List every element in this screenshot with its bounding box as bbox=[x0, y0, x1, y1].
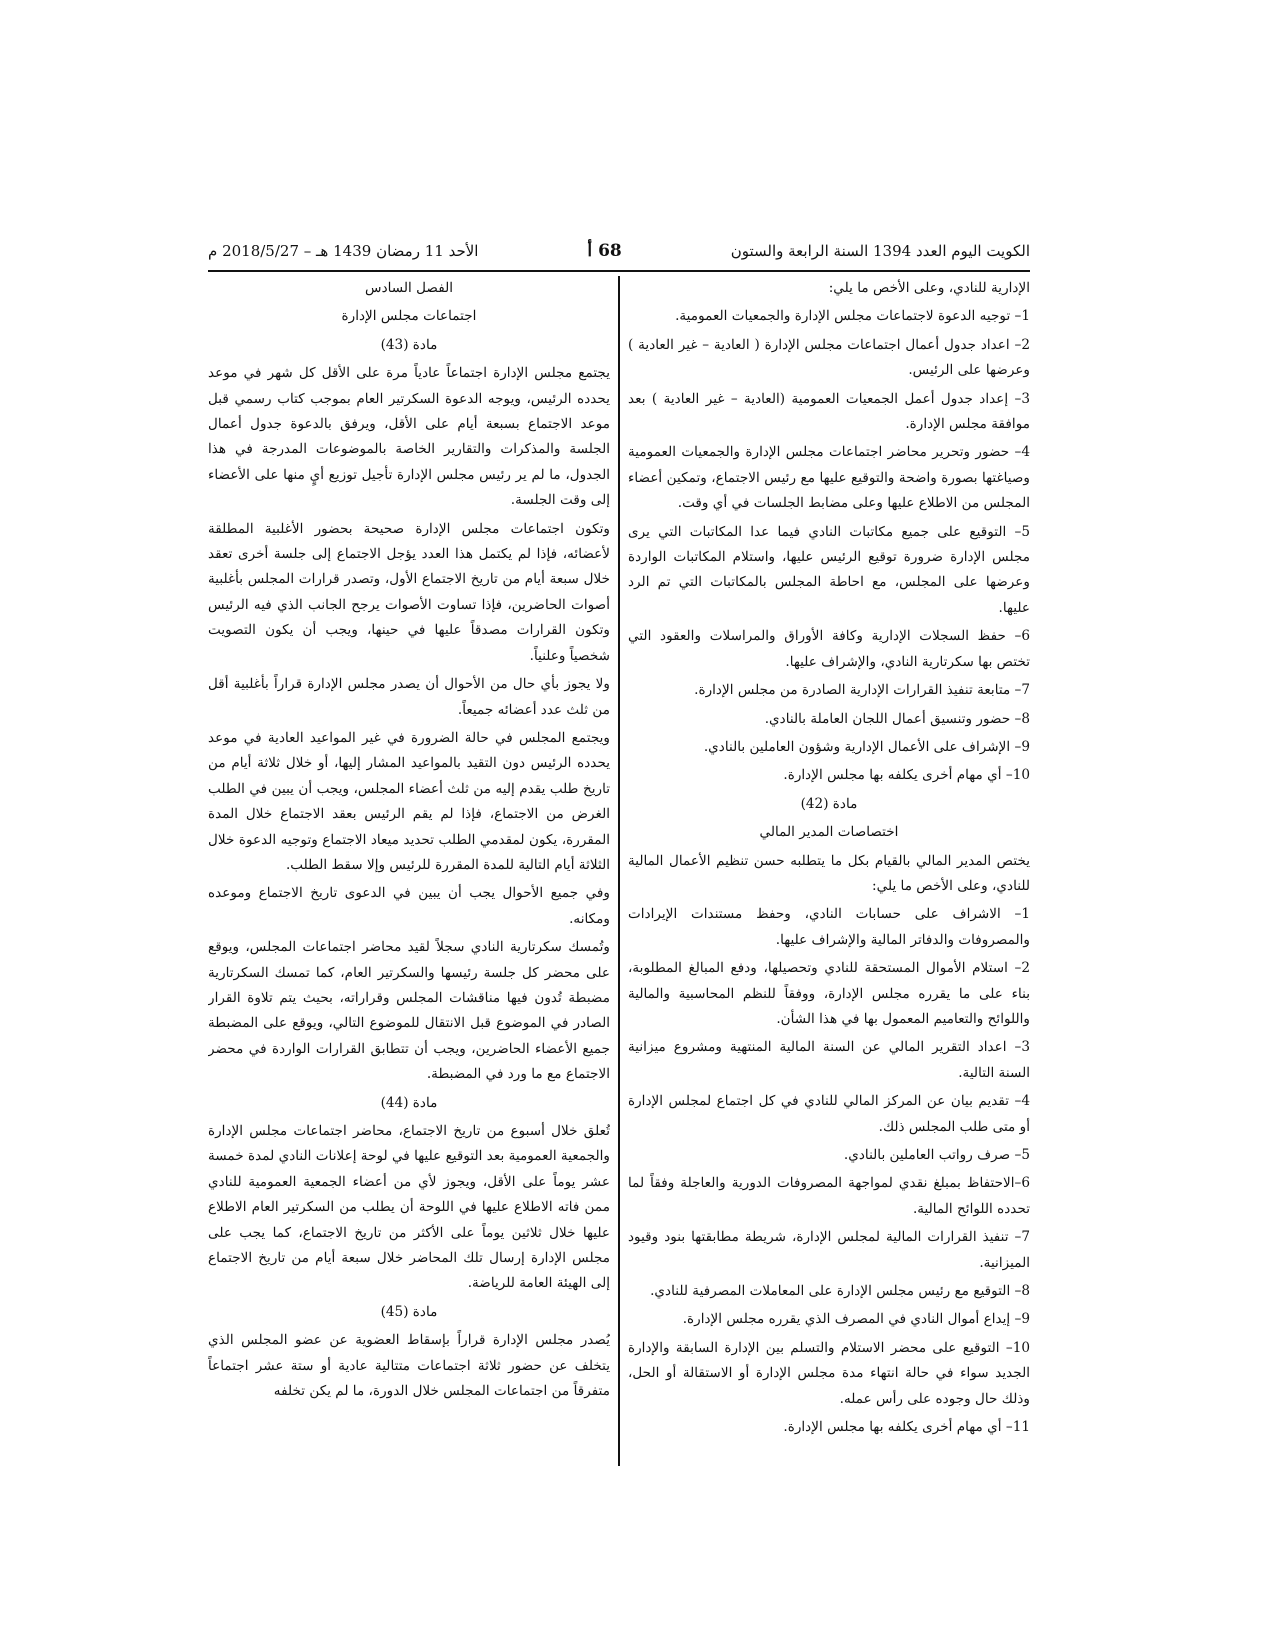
chapter-heading: الفصل السادس bbox=[364, 280, 454, 296]
column-divider bbox=[618, 276, 620, 1466]
list-item: 4– تقديم بيان عن المركز المالي للنادي في كل اجتماع لمجلس الإدارة أو متى طلب المجلس ذلك. bbox=[628, 1093, 1030, 1135]
list-item: 2– اعداد جدول أعمال اجتماعات مجلس الإدارة ( العادية – غير العادية ) وعرضها على الرئيس. bbox=[628, 336, 1030, 379]
list-item: 9– الإشراف على الأعمال الإدارية وشؤون العاملين بالنادي. bbox=[703, 738, 1030, 755]
paragraph: يُصدر مجلس الإدارة قراراً بإسقاط العضوية عن عضو المجلس الذي يتخلف عن حضور ثلاثة اجتماعات متتالية عادية أو ستة عشر اجتماعاً متفرقاً من اجتماعات المجلس خلال الدورة، ما لم يكن تخلفه bbox=[208, 1332, 610, 1400]
paragraph: يجتمع مجلس الإدارة اجتماعاً عادياً مرة على الأقل كل شهر في موعد يحدده الرئيس، ويوجه الدعوة السكرتير العام بموجب كتاب رسمي قبل موعد الاجتماع بسبعة أيام على الأقل، ويرفق بالدعوة جدول أعمال الجلسة والمذكرات والتقارير الخاصة بالموضوعات المدرجة في هذا الجدول، ما لم ير رئيس مجلس الإدارة تأجيل توزيع أيٍ منها على الأعضاء إلى وقت الجلسة. bbox=[208, 365, 610, 509]
list-item: 4– حضور وتحرير محاضر اجتماعات مجلس الإدارة والجمعيات العمومية وصياغتها بصورة واضحة والتوقيع عليها مع رئيس الاجتماع، وتمكين أعضاء المجلس من الاطلاع عليها وعلى مضابط الجلسات في أي وقت. bbox=[628, 444, 1030, 512]
article-43-heading: مادة (43) bbox=[380, 336, 438, 353]
list-item: 8– التوقيع مع رئيس مجلس الإدارة على المعاملات المصرفية للنادي. bbox=[650, 1283, 1030, 1300]
article-42-title: اختصاصات المدير المالي bbox=[759, 824, 899, 841]
list-item: 8– حضور وتنسيق أعمال اللجان العاملة بالنادي. bbox=[764, 710, 1030, 727]
list-item: 10– التوقيع على محضر الاستلام والتسلم بين الإدارة السابقة والإدارة الجديد سواء في حالة انتهاء مدة مجلس الإدارة أو الاستقالة أو الحل، وذلك حال وجوده على رأس عمله. bbox=[628, 1339, 1030, 1407]
right-intro: الإدارية للنادي، وعلى الأخص ما يلي: bbox=[828, 280, 1030, 296]
article-42-heading: مادة (42) bbox=[800, 795, 858, 812]
header-publication: الكويت اليوم العدد 1394 السنة الرابعة والستون bbox=[730, 242, 1030, 260]
list-item: 9– إيداع أموال النادي في المصرف الذي يقرره مجلس الإدارة. bbox=[682, 1311, 1030, 1328]
right-column bbox=[628, 276, 1030, 1471]
list-item: 3– اعداد التقرير المالي عن السنة المالية المنتهية ومشروع ميزانية السنة التالية. bbox=[628, 1039, 1030, 1081]
list-item: 1– توجيه الدعوة لاجتماعات مجلس الإدارة والجمعيات العمومية. bbox=[675, 308, 1030, 325]
list-item: 5– التوقيع على جميع مكاتبات النادي فيما عدا المكاتبات التي يرى مجلس الإدارة ضرورة توقيع الرئيس عليها، واستلام المكاتبات الواردة وعرضها على المجلس، مع احاطة المجلس بالمكاتبات التي تم الرد عليها. bbox=[628, 523, 1030, 616]
list-item: 6– حفظ السجلات الإدارية وكافة الأوراق والمراسلات والعقود التي تختص بها سكرتارية النادي، والإشراف عليها. bbox=[628, 628, 1030, 670]
paragraph: وتكون اجتماعات مجلس الإدارة صحيحة بحضور الأغلبية المطلقة لأعضائه، فإذا لم يكتمل هذا العدد يؤجل الاجتماع إلى جلسة أخرى تعقد خلال سبعة أيام من تاريخ الاجتماع الأول، وتصدر قرارات المجلس بأغلبية أصوات الحاضرين، فإذا تساوت الأصوات يرجح الجانب الذي فيه الرئيس وتكون القرارات مصدقاً عليها في حينها، ويجب أن يكون التصويت شخصياً وعلنياً. bbox=[208, 520, 610, 664]
article-42-intro: يختص المدير المالي بالقيام بكل ما يتطلبه حسن تنظيم الأعمال المالية للنادي، وعلى الأخص ما يلي: bbox=[628, 852, 1030, 894]
paragraph: ويجتمع المجلس في حالة الضرورة في غير المواعيد العادية في موعد يحدده الرئيس دون التقيد بالمواعيد المشار إليها، أو خلال ثلاثة أيام من تاريخ طلب يقدم إليه من ثلث أعضاء المجلس، ويجب أن يبين في الطلب الغرض من الاجتماع، فإذا لم يقم الرئيس بعقد الاجتماع خلال المدة المقررة، يكون لمقدمي الطلب تحديد ميعاد الاجتماع وتوجيه الدعوة خلال الثلاثة أيام التالية للمدة المقررة للرئيس وإلا سقط الطلب. bbox=[208, 729, 610, 873]
header-page-number: 68 أ bbox=[587, 241, 622, 261]
paragraph: ولا يجوز بأي حال من الأحوال أن يصدر مجلس الإدارة قراراً بأغلبية أقل من ثلث عدد أعضائه جميعاً. bbox=[208, 676, 610, 718]
chapter-title: اجتماعات مجلس الإدارة bbox=[341, 308, 477, 325]
paragraph: وفي جميع الأحوال يجب أن يبين في الدعوى تاريخ الاجتماع وموعده ومكانه. bbox=[208, 885, 610, 927]
page-header bbox=[208, 238, 1030, 272]
list-item: 2– استلام الأموال المستحقة للنادي وتحصيلها، ودفع المبالغ المطلوبة، بناء على ما يقرره مجلس الإدارة، ووفقاً للنظم المحاسبية والمالية واللوائح والتعاميم المعمول بها في هذا الشأن. bbox=[628, 960, 1030, 1027]
article-45-heading: مادة (45) bbox=[380, 1303, 438, 1320]
header-date: الأحد 11 رمضان 1439 هـ – 2018/5/27 م bbox=[208, 242, 479, 260]
list-item: 1– الاشراف على حسابات النادي، وحفظ مستندات الإيرادات والمصروفات والدفاتر المالية والإشراف عليها. bbox=[628, 906, 1030, 948]
paragraph: تُعلق خلال أسبوع من تاريخ الاجتماع، محاضر اجتماعات مجلس الإدارة والجمعية العمومية بعد التوقيع عليها في لوحة إعلانات النادي لمدة خمسة عشر يوماً على الأقل، ويجوز لأي من أعضاء الجمعية العمومية للنادي ممن فاته الاطلاع عليها في اللوحة أن يطلب من السكرتير العام الاطلاع عليها خلال ثلاثين يوماً على الأكثر من تاريخ الاجتماع، كما يجب على مجلس الإدارة إرسال تلك المحاضر خلال سبعة أيام من تاريخ الاجتماع إلى الهيئة العامة للرياضة. bbox=[208, 1123, 610, 1292]
list-item: 6–الاحتفاظ بمبلغ نقدي لمواجهة المصروفات الدورية والعاجلة وفقاً لما تحدده اللوائح المالية. bbox=[628, 1175, 1030, 1217]
list-item: 3– إعداد جدول أعمل الجمعيات العمومية (العادية – غير العادية ) بعد موافقة مجلس الإدارة. bbox=[628, 390, 1030, 433]
article-44-heading: مادة (44) bbox=[380, 1094, 438, 1111]
list-item: 10– أي مهام أخرى يكلفه بها مجلس الإدارة. bbox=[783, 767, 1030, 784]
left-column bbox=[208, 276, 610, 1471]
paragraph: وتُمسك سكرتارية النادي سجلاً لقيد محاضر اجتماعات المجلس، ويوقع على محضر كل جلسة رئيسها والسكرتير العام، كما تمسك السكرتارية مضبطة تُدون فيها مناقشات المجلس وقراراته، بحيث يتم تلاوة القرار الصادر في الموضوع قبل الانتقال للموضوع التالي، ويوقع على المضبطة جميع الأعضاء الحاضرين، ويجب أن تتطابق القرارات الواردة في محضر الاجتماع مع ما ورد في المضبطة. bbox=[208, 939, 610, 1083]
list-item: 7– متابعة تنفيذ القرارات الإدارية الصادرة من مجلس الإدارة. bbox=[694, 682, 1030, 699]
list-item: 11– أي مهام أخرى يكلفه بها مجلس الإدارة. bbox=[783, 1419, 1030, 1436]
list-item: 7– تنفيذ القرارات المالية لمجلس الإدارة، شريطة مطابقتها بنود وقيود الميزانية. bbox=[628, 1229, 1030, 1271]
list-item: 5– صرف رواتب العاملين بالنادي. bbox=[843, 1147, 1030, 1163]
